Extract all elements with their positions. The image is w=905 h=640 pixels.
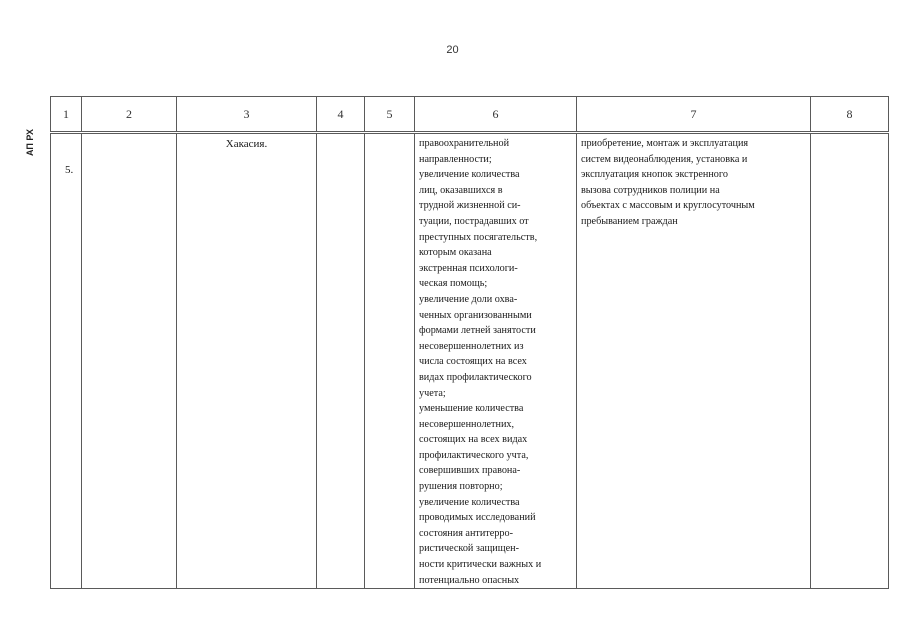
margin-note: АП РХ	[25, 128, 35, 156]
indicator-line: рушения повторно;	[419, 481, 503, 493]
indicator-line: числа состоящих на всех	[419, 356, 527, 368]
indicator-line: уменьшение количества	[419, 403, 524, 415]
indicator-line: увеличение количества	[419, 496, 520, 508]
header-col-4: 4	[317, 97, 365, 133]
indicator-line: совершивших правона-	[419, 465, 521, 477]
indicator-line: ристической защищен-	[419, 543, 519, 555]
indicator-line: увеличение количества	[419, 169, 520, 181]
indicator-line: преступных посягательств,	[419, 231, 538, 243]
measure-line: вызова сотрудников полиции на	[581, 184, 720, 196]
indicator-line: потенциально опасных	[419, 574, 520, 586]
header-col-2: 2	[82, 97, 177, 133]
indicator-line: направленности;	[419, 153, 492, 165]
indicator-line: формами летней занятости	[419, 325, 536, 337]
indicator-line: которым оказана	[419, 247, 492, 259]
indicator-line: состоящих на всех видах	[419, 434, 528, 446]
indicator-line: видах профилактического	[419, 371, 532, 383]
page-number: 20	[446, 44, 459, 56]
indicator-line: трудной жизненной си-	[419, 200, 521, 212]
indicator-line: состояния антитерро-	[419, 527, 513, 539]
cell-col-4	[317, 133, 365, 589]
indicator-line: ченных организованными	[419, 309, 532, 321]
indicator-line: учета;	[419, 387, 446, 399]
table-row	[51, 133, 889, 589]
indicator-line: экстренная психологи-	[419, 262, 518, 274]
indicator-line: ческая помощь;	[419, 278, 488, 290]
measure-line: систем видеонаблюдения, установка и	[581, 153, 748, 165]
indicator-line: ности критически важных и	[419, 559, 542, 571]
region-cell: Хакасия.	[177, 133, 317, 589]
indicators-cell	[415, 133, 577, 589]
header-col-3: 3	[177, 97, 317, 133]
cell-col-5	[365, 133, 415, 589]
measure-line: объектах с массовым и круглосуточным	[581, 200, 755, 212]
indicator-line: правоохранительной	[419, 138, 510, 149]
header-col-8: 8	[811, 97, 889, 133]
header-col-6: 6	[415, 97, 577, 133]
cell-col-8	[811, 133, 889, 589]
cell-col-2	[82, 133, 177, 589]
measure-line: эксплуатация кнопок экстренного	[581, 169, 728, 181]
header-col-5: 5	[365, 97, 415, 133]
measure-line: пребыванием граждан	[581, 215, 678, 227]
data-table	[50, 96, 889, 589]
indicator-line: несовершеннолетних из	[419, 340, 524, 352]
header-row	[51, 97, 889, 133]
measures-cell	[577, 133, 811, 589]
header-col-1: 1	[51, 97, 82, 133]
indicator-line: проводимых исследований	[419, 512, 536, 524]
measure-line: приобретение, монтаж и эксплуатация	[581, 138, 749, 149]
indicator-line: профилактического учта,	[419, 449, 529, 461]
indicator-line: туации, пострадавших от	[419, 215, 529, 227]
row-number: 5.	[51, 133, 82, 589]
indicator-line: лиц, оказавшихся в	[419, 184, 503, 196]
header-col-7: 7	[577, 97, 811, 133]
indicator-line: увеличение доли охва-	[419, 293, 518, 305]
indicator-line: несовершеннолетних,	[419, 418, 515, 430]
